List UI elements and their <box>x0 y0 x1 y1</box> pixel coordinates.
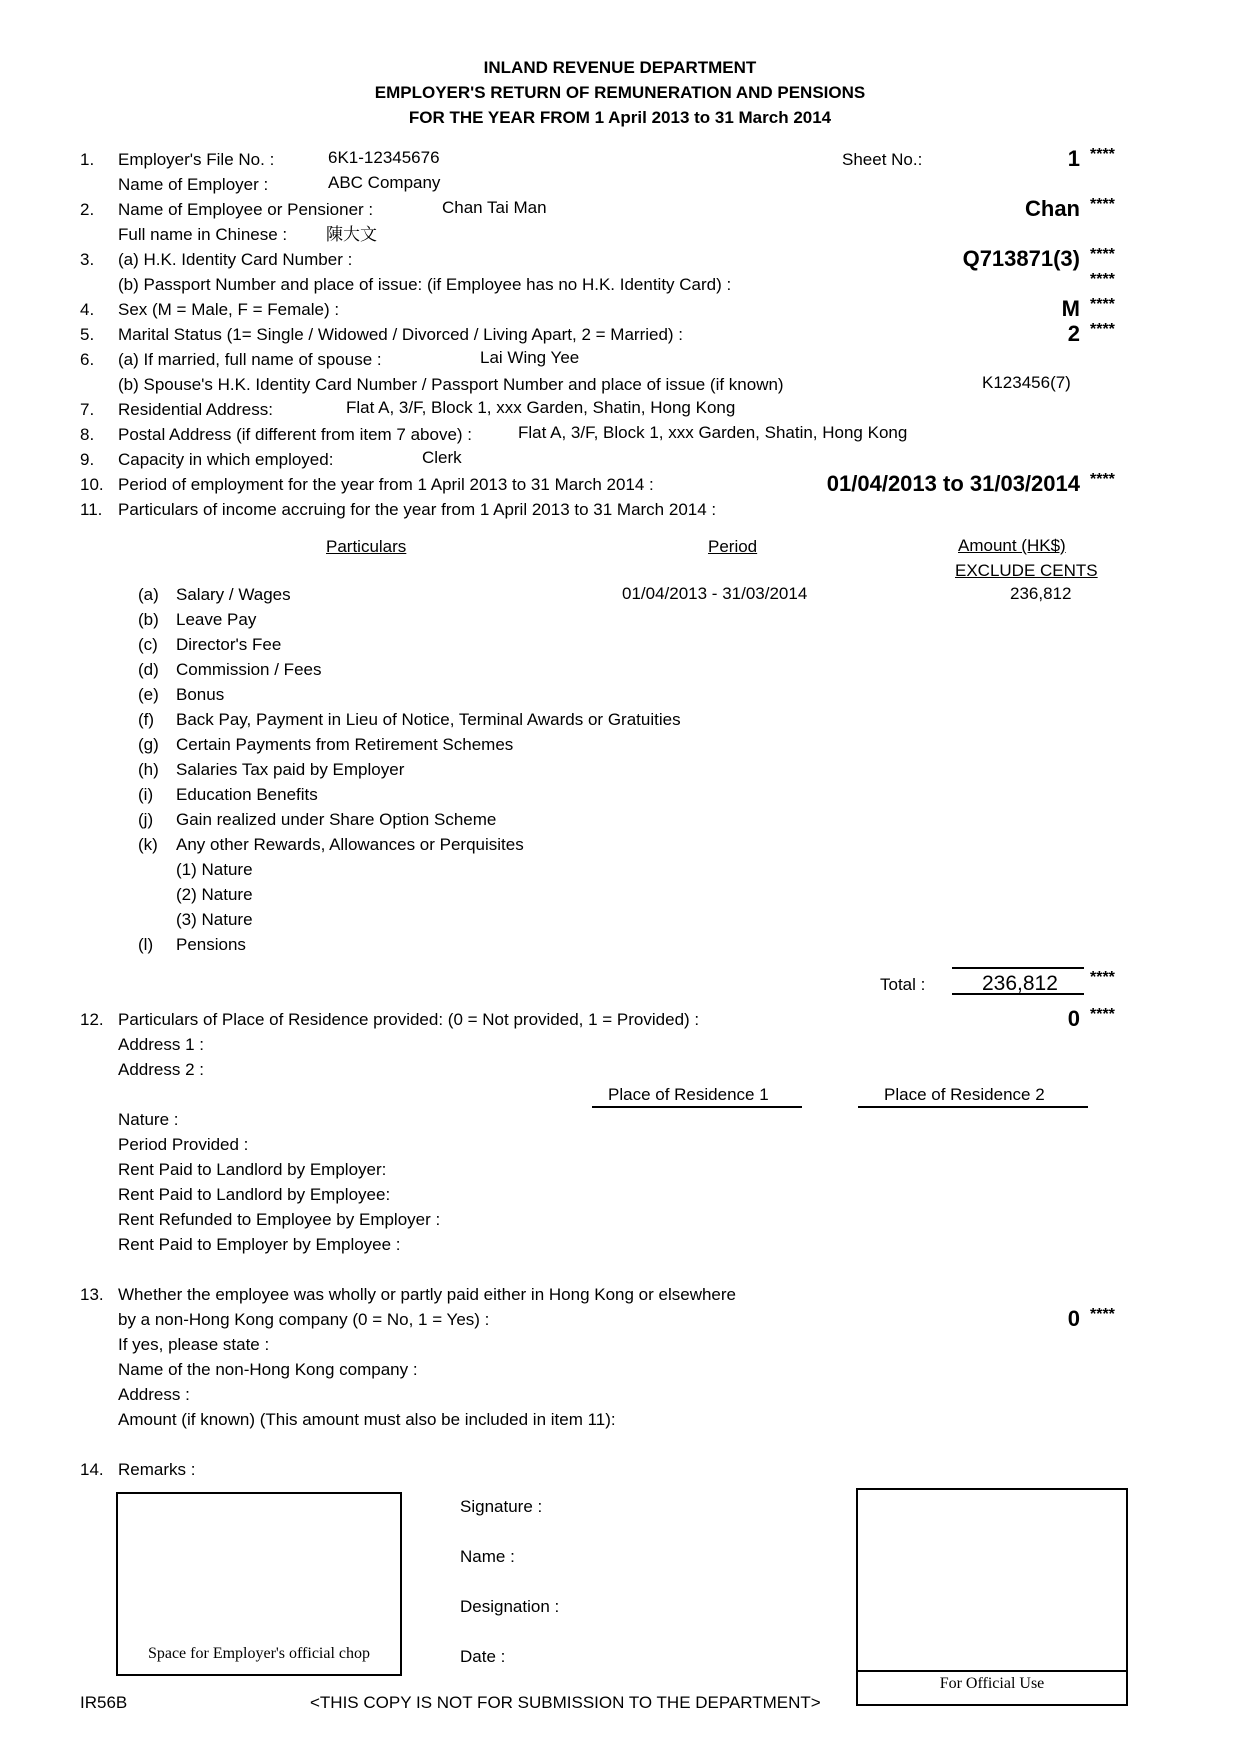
col-amount-subheader: EXCLUDE CENTS <box>955 561 1098 580</box>
marital-status-value: 2 <box>1067 321 1080 346</box>
stars-marker: **** <box>1090 471 1115 488</box>
col-amount-header: Amount (HK$) <box>958 536 1066 555</box>
stars-marker: **** <box>1090 146 1115 163</box>
form-year: FOR THE YEAR FROM 1 April 2013 to 31 March 2014 <box>408 108 832 127</box>
residential-address-value: Flat A, 3/F, Block 1, xxx Garden, Shatin, Hong Kong <box>346 398 736 417</box>
col-particulars-header: Particulars <box>326 537 407 556</box>
income-row-key: (e) <box>138 685 159 704</box>
non-hk-company-address-label: Address : <box>118 1385 190 1404</box>
spouse-name-value: Lai Wing Yee <box>480 348 580 367</box>
income-row-label: Gain realized under Share Option Scheme <box>176 810 497 829</box>
income-row-label: Commission / Fees <box>176 660 322 679</box>
non-hk-company-name-label: Name of the non-Hong Kong company : <box>118 1360 418 1379</box>
income-row-label: Salary / Wages <box>176 585 291 604</box>
footer-note: <THIS COPY IS NOT FOR SUBMISSION TO THE DEPARTMENT> <box>310 1693 821 1712</box>
item-5-number: 5. <box>80 325 95 344</box>
employment-period-label: Period of employment for the year from 1 April 2013 to 31 March 2014 : <box>118 475 654 494</box>
residence-2-rule <box>858 1106 1088 1108</box>
sex-value: M <box>1061 296 1080 321</box>
item-12-number: 12. <box>80 1010 104 1029</box>
chinese-name-label: Full name in Chinese : <box>118 225 288 244</box>
spouse-name-label: (a) If married, full name of spouse : <box>118 350 382 369</box>
employer-name-value: ABC Company <box>328 173 441 192</box>
item-1-number: 1. <box>80 150 95 169</box>
hkid-label: (a) H.K. Identity Card Number : <box>118 250 353 269</box>
postal-address-value: Flat A, 3/F, Block 1, xxx Garden, Shatin, Hong Kong <box>518 423 908 442</box>
form-subtitle: EMPLOYER'S RETURN OF REMUNERATION AND PENSIONS <box>374 83 866 102</box>
remarks-label: Remarks : <box>118 1460 196 1479</box>
total-value: 236,812 <box>982 972 1058 995</box>
item-2-number: 2. <box>80 200 95 219</box>
employer-name-label: Name of Employer : <box>118 175 269 194</box>
signature-label: Signature : <box>460 1497 543 1516</box>
income-row-label: Pensions <box>176 935 246 954</box>
passport-label: (b) Passport Number and place of issue: (if Employee has no H.K. Identity Card) : <box>118 275 732 294</box>
date-label: Date : <box>460 1647 506 1666</box>
income-row-key: (j) <box>138 810 154 829</box>
income-row-amount: 236,812 <box>1010 584 1072 603</box>
postal-address-label: Postal Address (if different from item 7 above) : <box>118 425 473 444</box>
rent-landlord-employer-label: Rent Paid to Landlord by Employer: <box>118 1160 387 1179</box>
item-10-number: 10. <box>80 475 104 494</box>
item-6-number: 6. <box>80 350 95 369</box>
income-row-key: (l) <box>138 935 154 954</box>
sheet-no-value: 1 <box>1067 146 1080 171</box>
capacity-value: Clerk <box>422 448 462 467</box>
employer-chop-label: Space for Employer's official chop <box>147 1645 371 1662</box>
item-7-number: 7. <box>80 400 95 419</box>
hkid-value: Q713871(3) <box>962 246 1080 271</box>
income-row-label: Education Benefits <box>176 785 318 804</box>
employee-name-value: Chan Tai Man <box>442 198 547 217</box>
col-period-header: Period <box>708 537 758 556</box>
spouse-id-label: (b) Spouse's H.K. Identity Card Number / Passport Number and place of issue (if known) <box>118 375 784 394</box>
residential-address-label: Residential Address: <box>118 400 273 419</box>
income-row-key: (d) <box>138 660 159 679</box>
income-row-key: (a) <box>138 585 159 604</box>
nature-label: Nature : <box>118 1110 179 1129</box>
total-label: Total : <box>880 975 926 994</box>
income-row-key: (g) <box>138 735 159 754</box>
rent-refunded-label: Rent Refunded to Employee by Employer : <box>118 1210 441 1229</box>
income-row-label: Bonus <box>176 685 225 704</box>
income-row-key: (k) <box>138 835 158 854</box>
employer-file-no-label: Employer's File No. : <box>118 150 275 169</box>
income-row-key: (i) <box>138 785 154 804</box>
rent-landlord-employee-label: Rent Paid to Landlord by Employee: <box>118 1185 391 1204</box>
item-14-number: 14. <box>80 1460 104 1479</box>
non-hk-company-question: Whether the employee was wholly or partly paid either in Hong Kong or elsewhere <box>118 1285 736 1304</box>
employer-chop-box <box>116 1492 402 1676</box>
chinese-name-value: 陳大文 <box>326 225 377 244</box>
spouse-id-value: K123456(7) <box>982 373 1071 392</box>
total-bottom-rule <box>952 993 1084 995</box>
address-2-label: Address 2 : <box>118 1060 204 1079</box>
income-row-label: (3) Nature <box>176 910 253 929</box>
income-row-label: (2) Nature <box>176 885 253 904</box>
income-row-label: Leave Pay <box>176 610 257 629</box>
employment-period-value: 01/04/2013 to 31/03/2014 <box>826 471 1080 496</box>
item-8-number: 8. <box>80 425 95 444</box>
if-yes-label: If yes, please state : <box>118 1335 270 1354</box>
stars-marker: **** <box>1090 1006 1115 1023</box>
address-1-label: Address 1 : <box>118 1035 204 1054</box>
income-row-key: (c) <box>138 635 158 654</box>
official-use-box <box>856 1488 1128 1706</box>
residence-1-rule <box>592 1106 802 1108</box>
employee-surname-value: Chan <box>1025 196 1080 221</box>
income-row-label: Certain Payments from Retirement Schemes <box>176 735 514 754</box>
non-hk-amount-label: Amount (if known) (This amount must also be included in item 11): <box>118 1410 616 1429</box>
residence-1-header: Place of Residence 1 <box>608 1085 769 1104</box>
form-title: INLAND REVENUE DEPARTMENT <box>483 58 757 77</box>
stars-marker: **** <box>1090 196 1115 213</box>
sheet-no-label: Sheet No.: <box>842 150 923 169</box>
income-row-label: Any other Rewards, Allowances or Perquisites <box>176 835 524 854</box>
stars-marker: **** <box>1090 296 1115 313</box>
residence-value: 0 <box>1067 1006 1080 1031</box>
income-row-key: (h) <box>138 760 159 779</box>
income-particulars-label: Particulars of income accruing for the year from 1 April 2013 to 31 March 2014 : <box>118 500 717 519</box>
income-row-label: Salaries Tax paid by Employer <box>176 760 405 779</box>
designation-label: Designation : <box>460 1597 560 1616</box>
rent-to-employer-label: Rent Paid to Employer by Employee : <box>118 1235 401 1254</box>
income-row-label: Director's Fee <box>176 635 282 654</box>
non-hk-company-value: 0 <box>1067 1306 1080 1331</box>
residence-label: Particulars of Place of Residence provided: (0 = Not provided, 1 = Provided) : <box>118 1010 700 1029</box>
item-11-number: 11. <box>80 500 103 519</box>
total-top-rule <box>952 967 1084 969</box>
item-4-number: 4. <box>80 300 95 319</box>
stars-marker: **** <box>1090 969 1115 986</box>
income-row-label: (1) Nature <box>176 860 253 879</box>
name-label: Name : <box>460 1547 515 1566</box>
stars-marker: **** <box>1090 246 1115 263</box>
item-3-number: 3. <box>80 250 95 269</box>
employer-file-no-value: 6K1-12345676 <box>328 148 440 167</box>
income-row-key: (f) <box>138 710 155 729</box>
stars-marker: **** <box>1090 1306 1115 1323</box>
item-9-number: 9. <box>80 450 95 469</box>
stars-marker: **** <box>1090 321 1115 338</box>
stars-marker: **** <box>1090 271 1115 288</box>
item-13-number: 13. <box>80 1285 104 1304</box>
income-row-period: 01/04/2013 - 31/03/2014 <box>622 584 808 603</box>
marital-status-label: Marital Status (1= Single / Widowed / Divorced / Living Apart, 2 = Married) : <box>118 325 684 344</box>
income-row-key: (b) <box>138 610 159 629</box>
form-code: IR56B <box>80 1693 128 1712</box>
period-provided-label: Period Provided : <box>118 1135 249 1154</box>
income-row-label: Back Pay, Payment in Lieu of Notice, Terminal Awards or Gratuities <box>176 710 681 729</box>
official-use-label: For Official Use <box>939 1675 1045 1692</box>
capacity-label: Capacity in which employed: <box>118 450 334 469</box>
employee-name-label: Name of Employee or Pensioner : <box>118 200 374 219</box>
non-hk-company-question-2: by a non-Hong Kong company (0 = No, 1 = Yes) : <box>118 1310 490 1329</box>
residence-2-header: Place of Residence 2 <box>884 1085 1045 1104</box>
sex-label: Sex (M = Male, F = Female) : <box>118 300 340 319</box>
